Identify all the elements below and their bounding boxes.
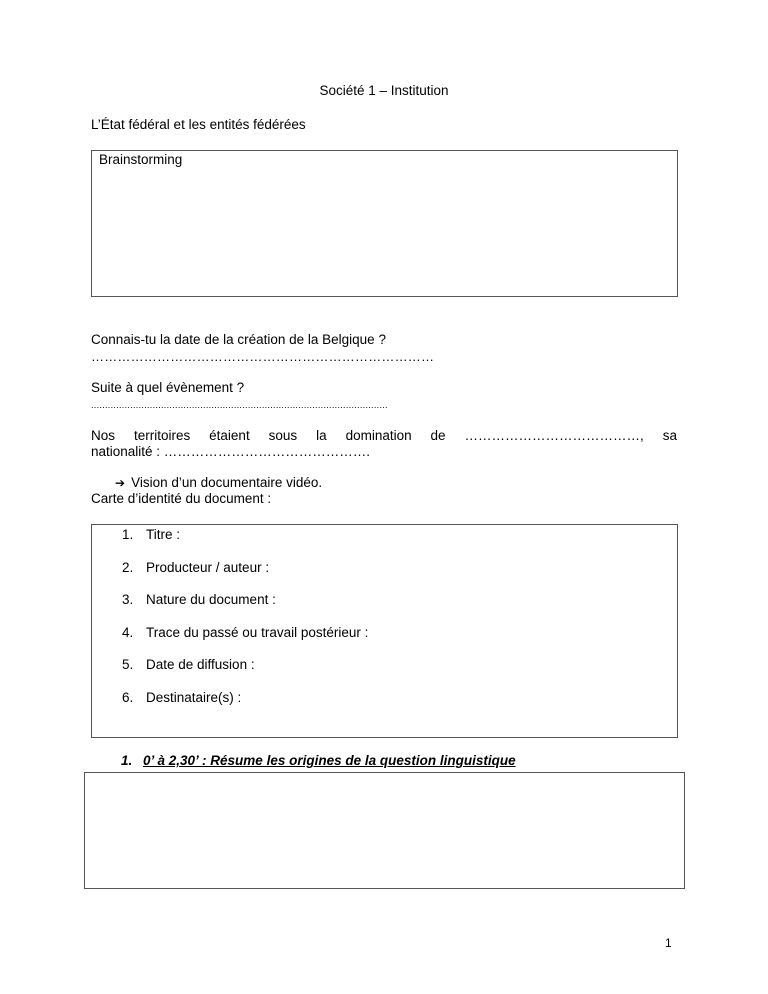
answer-line-domination[interactable]: …………………………………,: [464, 428, 644, 443]
summary-answer-box[interactable]: [84, 772, 685, 889]
document-card-list: [122, 527, 368, 722]
question-nationality: nationalité : ……………………………………….: [91, 444, 371, 459]
page-subtitle: L’État fédéral et les entités fédérées: [91, 117, 306, 132]
question-event: Suite à quel évènement ?: [91, 380, 245, 395]
question-domination: Nos territoires étaient sous la domination de …………………………………, sa: [91, 428, 677, 443]
page-title: Société 1 – Institution: [319, 83, 449, 98]
card-title: Carte d’identité du document :: [91, 491, 272, 506]
answer-line-event[interactable]: ..........................................................................................................: [91, 400, 388, 410]
list-item: 4. Trace du passé ou travail postérieur :: [122, 624, 369, 640]
list-item: 2. Producteur / auteur :: [122, 559, 270, 575]
document-card-box[interactable]: [91, 524, 678, 738]
section-heading: 1. 0’ à 2,30’ : Résume les origines de la question linguistique: [121, 753, 516, 768]
list-item: 3. Nature du document :: [122, 592, 276, 607]
brainstorming-box[interactable]: [91, 150, 678, 297]
question-creation-date: Connais-tu la date de la création de la Belgique ?: [91, 332, 386, 347]
list-item: 5. Date de diffusion :: [122, 657, 255, 672]
answer-line-creation-date[interactable]: ……………………………………………………………………: [91, 349, 435, 364]
list-item: 6. Destinataire(s) :: [122, 689, 242, 705]
brainstorming-label: Brainstorming: [99, 152, 183, 167]
list-item: 1. Titre :: [122, 527, 181, 542]
video-instruction-text: Vision d’un documentaire vidéo.: [131, 475, 323, 490]
page-number: 1: [665, 936, 672, 950]
video-instruction: [115, 475, 322, 491]
arrow-right-icon: ➔: [115, 476, 126, 490]
